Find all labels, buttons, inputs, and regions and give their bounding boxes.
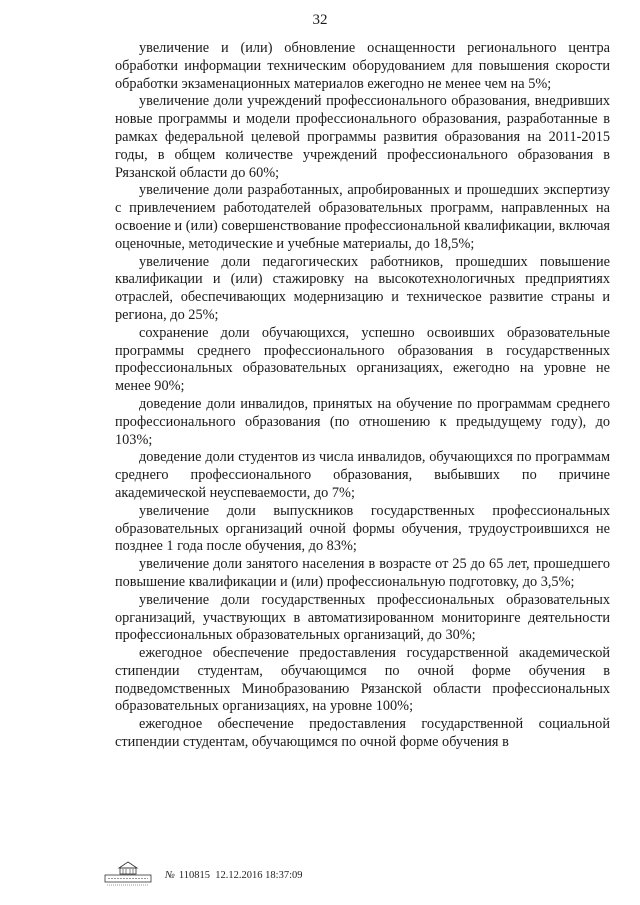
document-id: 110815 bbox=[178, 870, 211, 881]
page-number: 32 bbox=[312, 12, 328, 28]
paragraph: сохранение доли обучающихся, успешно освоивших образовательные программы среднего профессионального образования в государственных профессиональных образовательных организациях, ежегодно на уровне не менее 90%; bbox=[115, 324, 610, 395]
paragraph: увеличение доли выпускников государственных профессиональных образовательных организаций очной формы обучения, трудоустроившихся не позднее 1 года после обучения, до 83%; bbox=[115, 502, 610, 555]
paragraph: увеличение доли занятого населения в возрасте от 25 до 65 лет, прошедшего повышение квалификации и (или) профессиональную подготовку, до 3,5%; bbox=[115, 556, 610, 590]
library-stamp-icon bbox=[103, 860, 153, 888]
paragraph: доведение доли студентов из числа инвалидов, обучающихся по программам среднего профессионального образования, выбывших по причине академической неуспеваемости, до 7%; bbox=[115, 449, 610, 501]
number-sign: № bbox=[165, 870, 175, 881]
paragraph: ежегодное обеспечение предоставления государственной академической стипендии студентам, обучающимся по очной форме обучения в подведомственных Минобразованию Рязанской области профессиональных образовательных организациях, на уровне 100%; bbox=[115, 645, 610, 715]
paragraph: доведение доли инвалидов, принятых на обучение по программам среднего профессионального образования (по отношению к предыдущему году), до 103%; bbox=[115, 395, 610, 448]
paragraph: увеличение доли педагогических работников, прошедших повышение квалификации и (или) стажировку на высокотехнологичных предприятиях отраслей, обеспечивающих модернизацию и техническое развитие страны и региона, до 25%; bbox=[115, 253, 610, 323]
document-footer bbox=[103, 860, 523, 890]
document-body bbox=[115, 40, 610, 752]
paragraph: увеличение доли разработанных, апробированных и прошедших экспертизу с привлечением работодателей образовательных программ, направленных на освоение и (или) совершенствование профессиональной квалификации, включая оценочные, методические и учебные материалы, до 18,5%; bbox=[115, 182, 610, 252]
paragraph: увеличение и (или) обновление оснащенности регионального центра обработки информации техническим оборудованием для повышения скорости обработки экзаменационных материалов ежегодно не менее чем на 5%; bbox=[115, 40, 610, 92]
paragraph: увеличение доли государственных профессиональных образовательных организаций, участвующих в автоматизированном мониторинге деятельности профессиональных образовательных организаций, до 30%; bbox=[115, 591, 610, 644]
footer-stamp-text bbox=[165, 870, 303, 881]
timestamp: 12.12.2016 18:37:09 bbox=[215, 870, 303, 881]
paragraph: ежегодное обеспечение предоставления государственной социальной стипендии студентам, обучающимся по очной форме обучения в bbox=[115, 716, 610, 751]
paragraph: увеличение доли учреждений профессионального образования, внедривших новые программы и модели профессионального образования, разработанные в рамках федеральной целевой программы развития образования на 2011-2015 годы, в общем количестве учреждений профессионального образования в Рязанской области до 60%; bbox=[115, 93, 610, 181]
